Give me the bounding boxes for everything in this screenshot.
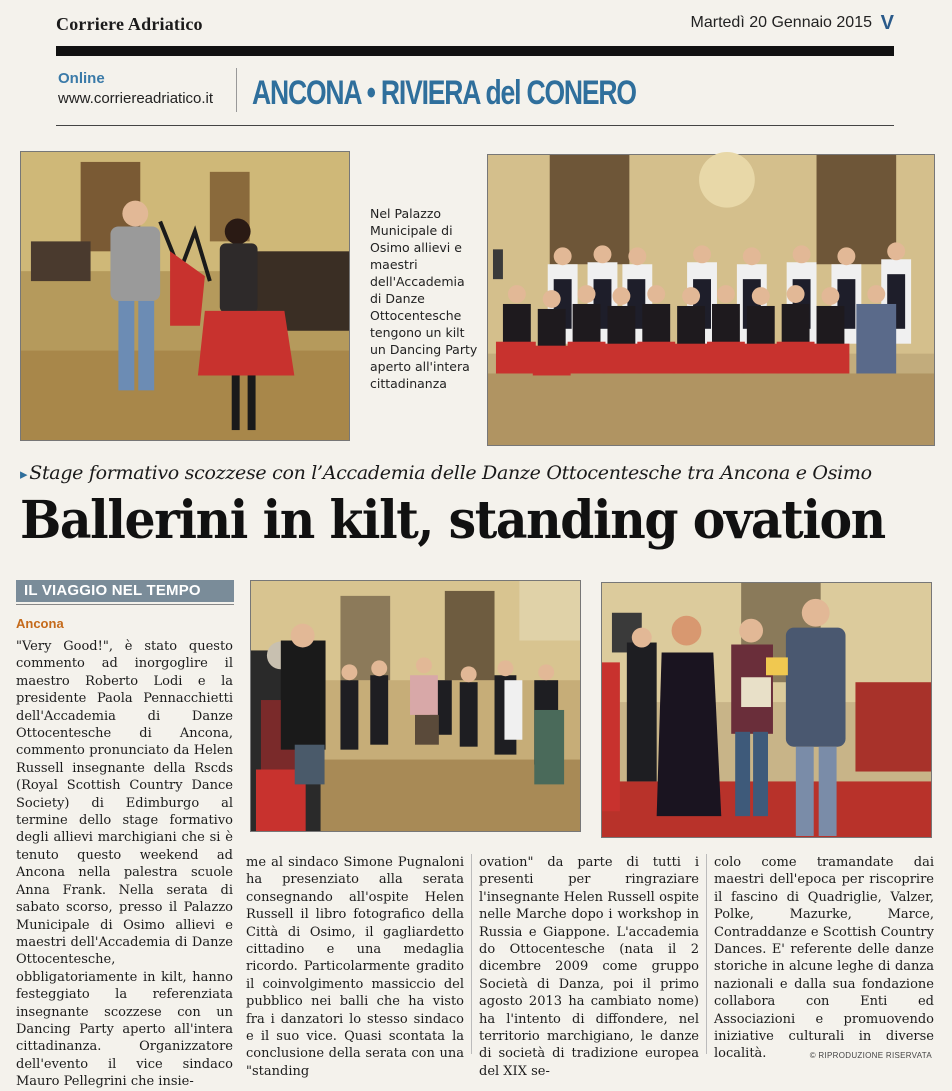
copyright-notice: © RIPRODUZIONE RISERVATA (809, 1051, 932, 1060)
article-column-4: colo come tramandate dai maestri dell'epoca per riscoprire il fascino di Quadriglie, Valzer, Polke, Mazurke, Marce, Contraddanze e Scottish Country Dances. E' referente delle danze storiche in alcune leghe di danza nazionali e dalla sua fondazione collabora con Enti ed Associazioni e promuovendo iniziative culturali in diverse località. (714, 855, 934, 1062)
online-label: Online (58, 70, 105, 87)
section-title: ANCONA • RIVIERA del CONERO (252, 74, 636, 112)
arrow-right-icon: ▸ (20, 465, 28, 483)
photo-dancers-circle (250, 580, 581, 832)
photo-group-portrait (487, 154, 935, 446)
header-divider (236, 68, 237, 112)
tag-label: IL VIAGGIO NEL TEMPO (24, 582, 201, 599)
article-column-2: me al sindaco Simone Pugnaloni ha presenziato alla serata consegnando all'ospite Helen Russell il libro fotografico della Città di Osimo, il gagliardetto cittadino e una medaglia ricordo. Particolarmente gradito il coinvolgimento massiccio del pubblico nei balli che ha visto fra i danzatori lo stesso sindaco e il suo vice. Quasi scontata la conclusione della serata con una "standing (246, 855, 464, 1079)
column-rule (706, 854, 707, 1054)
header-rule (56, 125, 894, 126)
kicker (20, 462, 872, 484)
masthead: Corriere Adriatico (56, 14, 203, 34)
column-rule (471, 854, 472, 1054)
dateline: Martedì 20 Gennaio 2015 (690, 14, 872, 31)
location-label: Ancona (16, 616, 64, 631)
tag-box (16, 580, 234, 602)
top-bar (56, 46, 894, 56)
photo-dancing-couple (20, 151, 350, 441)
tag-rule (16, 604, 234, 605)
article-column-3: ovation" da parte di tutti i presenti per ringraziare l'insegnante Helen Russell ospite nelle Marche dopo i workshop in Russia e Giappone. L'accademia do Ottocentesche (nata il 2 dicembre 2009 come gruppo Società di Danza, poi il primo agosto 2013 ha cambiato nome) ha l'intento di diffondere, nel territorio marchigiano, le danze di società di tradizione europea del XIX se- (479, 855, 699, 1079)
article-column-1: "Very Good!", è stato questo commento ad inorgoglire il maestro Roberto Lodi e la presidente Paola Pennacchietti dell'Accademia di Danze Ottocentesche di Ancona, commento pronunciato da Helen Russell insegnante della Rscds (Royal Scottish Country Dance Society) di Edimburgo al termine dello stage formativo degli allievi marchigiani che si è tenuto questo weekend ad Ancona nella palestra scuole Anna Frank. Nella serata di sabato scorso, presso il Palazzo Municipale di Osimo allievi e maestri dell'Accademia di Danze Ottocentesche, obbligatoriamente in kilt, hanno festeggiato la referenziata insegnante scozzese con un Dancing Party aperto all'intera cittadinanza. Organizzatore dell'evento il vice sindaco Mauro Pellegrini che insie- (16, 639, 233, 1090)
online-url: www.corriereadriatico.it (58, 90, 214, 107)
kicker-text: Stage formativo scozzese con l’Accademia delle Danze Ottocentesche tra Ancona e Osimo (29, 462, 872, 484)
photo-presentation (601, 582, 932, 838)
photo-caption: Nel Palazzo Municipale di Osimo allievi e maestri dell'Accademia di Danze Ottocentesche tengono un kilt un Dancing Party aperto all'intera cittadinanza (370, 206, 478, 391)
v-mark-icon: V (880, 12, 894, 34)
headline: Ballerini in kilt, standing ovation (20, 490, 885, 551)
